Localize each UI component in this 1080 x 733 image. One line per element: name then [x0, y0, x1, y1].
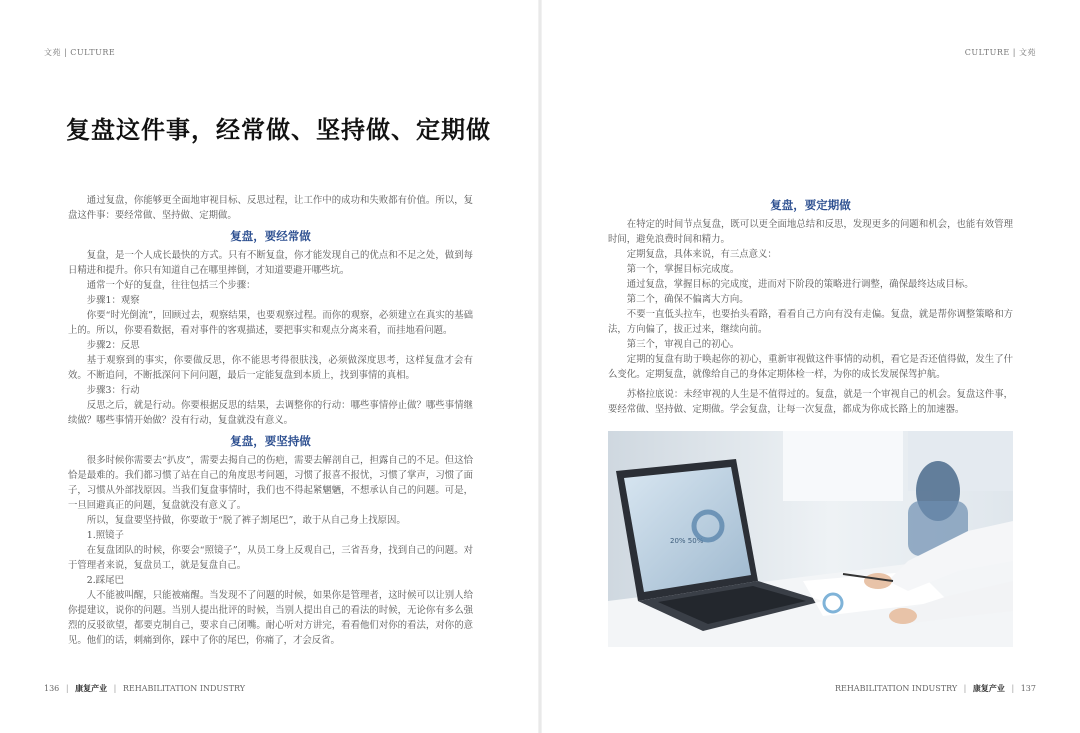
paragraph: 定期复盘，具体来说，有三点意义：	[626, 249, 777, 260]
closing-paragraph: 苏格拉底说：未经审视的人生是不值得过的。复盘，就是一个审视自己的机会。复盘这件事，要经常做、坚持做、定期做。学会复盘，让每一次复盘，都成为你成长路上的加速器。	[608, 389, 1013, 415]
step-label: 2.踩尾巴	[86, 575, 124, 586]
section-heading-persist: 复盘，要坚持做	[230, 434, 311, 448]
paragraph: 反思之后，就是行动。你要根据反思的结果，去调整你的行动：哪些事情停止做？哪些事情继续做？哪些事情开始做？没有行动，复盘就没有意义。	[68, 400, 473, 426]
footer-brand-left: 康复产业	[75, 684, 108, 693]
paragraph: 基于观察到的事实，你要做反思，你不能思考得很肤浅，必须做深度思考，这样复盘才会有效。不断追问，不断抵深问下问问题，最后一定能复盘到本质上，找到事情的真相。	[68, 355, 473, 381]
step-label: 步骤3：行动	[86, 385, 140, 396]
left-column	[68, 193, 473, 648]
paragraph: 不要一直低头拉车，也要抬头看路，看看自己方向有没有走偏。复盘，就是帮你调整策略和方法，方向偏了，拔正过来，继续向前。	[608, 309, 1013, 335]
laptop-photo	[608, 431, 1013, 647]
page-gutter	[538, 0, 542, 733]
footer-tagline-right: REHABILITATION INDUSTRY	[834, 684, 958, 693]
footer-left	[44, 683, 245, 694]
paragraph: 复盘，是一个人成长最快的方式。只有不断复盘，你才能发现自己的优点和不足之处，做到每日精进和提升。你只有知道自己在哪里摔倒，才知道要避开哪些坑。	[68, 250, 473, 276]
paragraph: 人不能被叫醒，只能被痛醒。当发现不了问题的时候，如果你是管理者，这时候可以让别人给你提建议，说你的问题。当别人提出批评的时候，当别人提出自己的看法的时候，无论你有多么强烈的反驳欲望，都要克制自己，要求自己闭嘴。耐心听对方讲完，看看他们对你的看法，对你的意见。他们的话，刺痛到你，踩中了你的尾巴，你痛了，才会反省。	[68, 590, 473, 646]
paragraph: 通过复盘，掌握目标的完成度，进而对下阶段的策略进行调整，确保最终达成目标。	[626, 279, 974, 290]
paragraph: 所以，复盘要坚持做，你要敢于“脱了裤子割尾巴”，敢于从自己身上找原因。	[86, 515, 406, 526]
footer-right	[835, 683, 1036, 694]
step-label: 步骤1：观察	[86, 295, 140, 306]
paragraph: 在复盘团队的时候，你要会“照镜子”，从员工身上反观自己，三省吾身，找到自己的问题。对于管理者来说，复盘员工，就是复盘自己。	[68, 545, 473, 571]
running-header-right: CULTURE | 文苑	[964, 48, 1036, 57]
page-number-left: 136	[44, 684, 60, 693]
point-label: 第三个，审视自己的初心。	[626, 339, 740, 350]
footer-brand-right: 康复产业	[972, 684, 1005, 693]
article-title: 复盘这件事，经常做、坚持做、定期做	[66, 116, 491, 144]
right-column	[608, 192, 1013, 417]
footer-tagline-left: REHABILITATION INDUSTRY	[122, 684, 246, 693]
footer-separator: |	[65, 684, 69, 693]
running-header-left: 文苑 | CULTURE	[44, 48, 116, 57]
intro-paragraph: 通过复盘，你能够更全面地审视目标、反思过程，让工作中的成功和失败都有价值。所以，复盘这件事：要经常做、坚持做、定期做。	[68, 195, 473, 221]
laptop-screen-text: 20% 50%	[670, 537, 704, 545]
point-label: 第二个，确保不偏离大方向。	[626, 294, 749, 305]
section-heading-often: 复盘，要经常做	[230, 229, 311, 243]
paragraph: 很多时候你需要去“扒皮”，需要去揭自己的伤疤，需要去解剖自己，担露自己的不足。但这恰恰是最难的。我们都习惯了站在自己的角度思考问题，习惯了报喜不报忧，习惯了掌声，习惯了面子，习惯从外部找原因。当我们复盘事情时，我们也不得起紧魍魉，不想承认自己的问题。可是，一旦回避真正的问题，复盘就没有意义了。	[68, 455, 473, 511]
paragraph: 在特定的时间节点复盘，既可以更全面地总结和反思，发现更多的问题和机会，也能有效管理时间，避免浪费时间和精力。	[608, 219, 1013, 245]
page-number-right: 137	[1020, 684, 1036, 693]
footer-separator: |	[1011, 684, 1015, 693]
footer-separator: |	[963, 684, 967, 693]
laptop-illustration	[608, 431, 1013, 647]
paragraph: 定期的复盘有助于唤起你的初心，重新审视做这件事情的动机，看它是否还值得做，发生了什么变化。定期复盘，就像给自己的身体定期体检一样，为你的成长发展保驾护航。	[608, 354, 1013, 380]
step-label: 步骤2：反思	[86, 340, 140, 351]
section-heading-regular: 复盘，要定期做	[770, 198, 851, 212]
paragraph: 通常一个好的复盘，往往包括三个步骤：	[86, 280, 256, 291]
point-label: 第一个，掌握目标完成度。	[626, 264, 740, 275]
step-label: 1.照镜子	[86, 530, 124, 541]
footer-separator: |	[113, 684, 117, 693]
paragraph: 你要“时光倒流”，回顾过去，观察结果，也要观察过程。而你的观察，必须建立在真实的基础上的。所以，你要看数据，看对事件的客观描述，要把事实和观点分离来看，而挂地看问题。	[68, 310, 473, 336]
